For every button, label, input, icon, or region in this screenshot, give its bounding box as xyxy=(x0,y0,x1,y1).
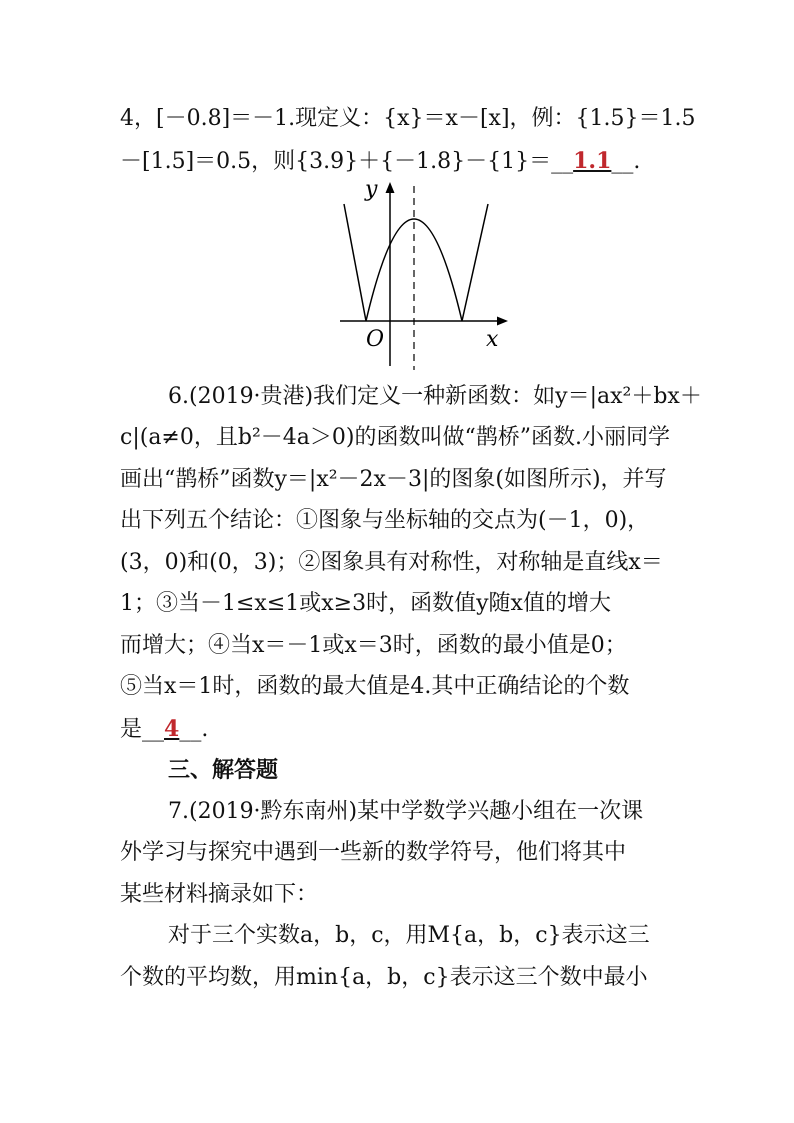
text-line-14: 外学习与探究中遇到一些新的数学符号，他们将其中 xyxy=(120,840,627,865)
text-line-11-pre: 是__ xyxy=(120,717,165,742)
y-label: y xyxy=(365,177,378,202)
y-axis-arrow xyxy=(386,182,395,193)
text-line-3: 6.(2019·贵港)我们定义一种新函数：如y＝|ax²＋bx＋ xyxy=(168,384,702,409)
text-line-16: 对于三个实数a，b，c，用M{a，b，c}表示这三 xyxy=(168,923,650,948)
text-line-4: c|(a≠0，且b²－4a＞0)的函数叫做“鹊桥”函数.小丽同学 xyxy=(120,425,670,450)
function-graph xyxy=(330,172,520,376)
text-line-17: 个数的平均数，用min{a，b，c}表示这三个数中最小 xyxy=(120,965,648,990)
text-line-6: 出下列五个结论：①图象与坐标轴的交点为(－1，0)， xyxy=(120,508,650,533)
text-line-7: (3，0)和(0，3)；②图象具有对称性，对称轴是直线x＝ xyxy=(120,550,663,575)
text-line-2-pre: －[1.5]＝0.5，则{3.9}＋{－1.8}－{1}＝__ xyxy=(120,149,574,174)
section-heading: 三、解答题 xyxy=(168,757,279,783)
text-line-1: 4，[－0.8]＝－1.现定义：{x}＝x－[x]，例：{1.5}＝1.5 xyxy=(120,106,696,131)
text-line-11 xyxy=(120,716,208,743)
graph-svg xyxy=(330,172,520,372)
origin-label: O xyxy=(366,327,385,352)
text-line-2-post: __. xyxy=(611,149,641,174)
text-line-8: 1；③当－1≤x≤1或x≥3时，函数值y随x值的增大 xyxy=(120,591,611,616)
answer-2: 4 xyxy=(164,716,180,742)
x-label: x xyxy=(486,327,499,352)
right-branch xyxy=(462,204,488,321)
answer-1: 1.1 xyxy=(573,148,612,174)
text-line-15: 某些材料摘录如下： xyxy=(120,882,319,907)
text-line-5: 画出“鹊桥”函数y＝|x²－2x－3|的图象(如图所示)，并写 xyxy=(120,467,667,492)
left-branch xyxy=(344,204,366,321)
text-line-10: ⑤当x＝1时，函数的最大值是4.其中正确结论的个数 xyxy=(120,674,630,699)
text-line-2 xyxy=(120,148,640,175)
text-line-13: 7.(2019·黔东南州)某中学数学兴趣小组在一次课 xyxy=(168,799,644,824)
text-line-9: 而增大；④当x＝－1或x＝3时，函数的最小值是0； xyxy=(120,633,627,658)
x-axis-arrow xyxy=(497,317,508,326)
text-line-11-post: __. xyxy=(179,717,209,742)
